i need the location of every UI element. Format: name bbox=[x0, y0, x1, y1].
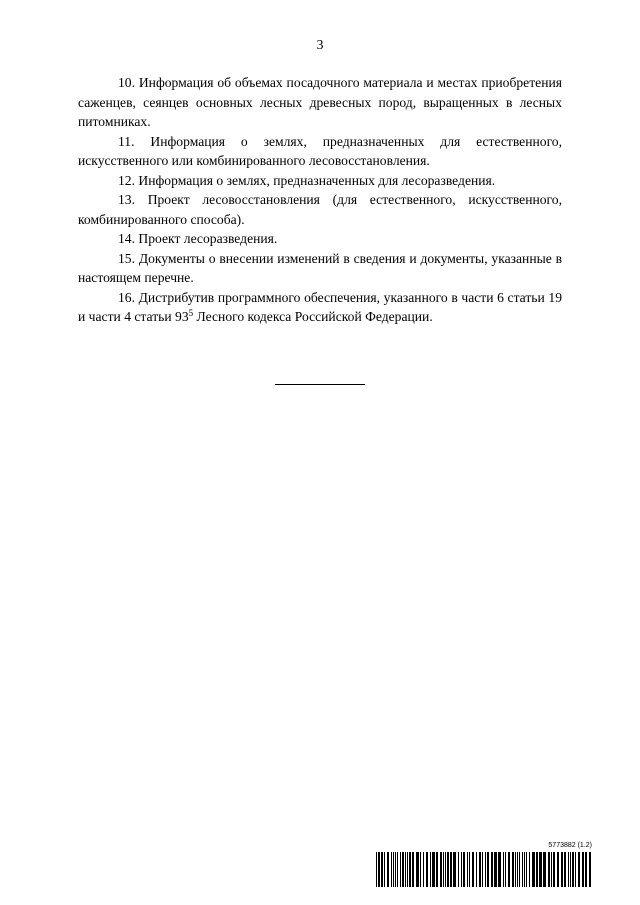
barcode-bar bbox=[387, 852, 389, 887]
barcode-bar bbox=[407, 852, 408, 887]
barcode-bar bbox=[503, 852, 504, 887]
item-number: 12. bbox=[118, 172, 135, 188]
barcode-bar bbox=[400, 852, 401, 887]
barcode-bar bbox=[423, 852, 424, 887]
barcode-caption: 5773882 (1.2) bbox=[548, 842, 592, 849]
barcode-bar bbox=[420, 852, 421, 887]
barcode-bar bbox=[539, 852, 542, 887]
barcode-bar bbox=[505, 852, 506, 887]
barcode-bar bbox=[532, 852, 535, 887]
barcode-bar bbox=[436, 852, 438, 887]
barcode-bar bbox=[393, 852, 394, 887]
item-number: 16. bbox=[118, 289, 135, 305]
barcode-bar bbox=[378, 852, 380, 887]
end-divider bbox=[275, 384, 365, 385]
barcode-bar bbox=[570, 852, 571, 887]
barcode-bar bbox=[582, 852, 584, 887]
barcode-bar bbox=[498, 852, 501, 887]
barcode-bar bbox=[402, 852, 404, 887]
barcode-bar bbox=[548, 852, 550, 887]
barcode-bar bbox=[515, 852, 516, 887]
barcode-bar bbox=[430, 852, 431, 887]
barcode-bar bbox=[494, 852, 497, 887]
list-item-13 bbox=[78, 190, 562, 229]
barcode-bar bbox=[526, 852, 527, 887]
barcode-bar bbox=[482, 852, 483, 887]
barcode-bar bbox=[575, 852, 576, 887]
item-number: 14. bbox=[118, 231, 135, 246]
barcode-bar bbox=[551, 852, 552, 887]
list-item-16 bbox=[78, 288, 562, 327]
item-text: Дистрибутив программного обеспечения, указанного в части 6 статьи 19 и части 4 статьи 93 bbox=[78, 289, 562, 324]
item-number: 11. bbox=[118, 133, 135, 149]
barcode-bar bbox=[485, 852, 486, 887]
barcode-bar bbox=[561, 852, 563, 887]
barcode-bar bbox=[412, 852, 414, 887]
barcode-bar bbox=[445, 852, 446, 887]
item-number: 15. bbox=[118, 250, 135, 266]
barcode-bar bbox=[524, 852, 525, 887]
item-number: 13. bbox=[118, 192, 135, 207]
list-item-14 bbox=[78, 229, 562, 249]
barcode-bar bbox=[426, 852, 428, 887]
barcode-bar bbox=[519, 852, 520, 887]
barcode-bar bbox=[450, 852, 452, 887]
barcode-icon bbox=[376, 852, 592, 887]
item-text: Информация о землях, предназначенных для естественного, искусственного или комбинированного лесовосстановления. bbox=[78, 133, 562, 168]
barcode-bar bbox=[585, 852, 587, 887]
page-number: 3 bbox=[316, 38, 324, 53]
barcode-bar bbox=[405, 852, 406, 887]
list-item-12 bbox=[78, 171, 562, 191]
barcode-bar bbox=[557, 852, 559, 887]
barcode-bar bbox=[381, 852, 383, 887]
barcode-bar bbox=[472, 852, 474, 887]
barcode-bar bbox=[553, 852, 555, 887]
barcode-bar bbox=[564, 852, 566, 887]
item-text: Информация об объемах посадочного материала и местах приобретения саженцев, сеянцев основных лесных древесных пород, выращенных в лесных питомниках. bbox=[78, 75, 562, 129]
item-text: Проект лесовосстановления (для естественного, искусственного, комбинированного способа). bbox=[78, 192, 562, 227]
barcode-bar bbox=[384, 852, 385, 887]
barcode-bar bbox=[447, 852, 449, 887]
superscript: 5 bbox=[188, 308, 194, 318]
barcode-bar bbox=[391, 852, 392, 887]
barcode-bar bbox=[463, 852, 465, 887]
barcode-bar bbox=[416, 852, 419, 887]
barcode-bar bbox=[491, 852, 493, 887]
barcode-bar bbox=[467, 852, 468, 887]
barcode-bar bbox=[479, 852, 481, 887]
barcode-block bbox=[376, 842, 592, 887]
list-item-15 bbox=[78, 249, 562, 288]
document-body bbox=[78, 73, 562, 327]
barcode-bar bbox=[529, 852, 530, 887]
barcode-bar bbox=[476, 852, 477, 887]
barcode-bar bbox=[469, 852, 470, 887]
barcode-bar bbox=[409, 852, 411, 887]
barcode-bar bbox=[461, 852, 462, 887]
list-item-10 bbox=[78, 73, 562, 132]
barcode-bar bbox=[458, 852, 459, 887]
item-text: Документы о внесении изменений в сведения и документы, указанные в настоящем перечне. bbox=[78, 250, 562, 285]
barcode-bar bbox=[487, 852, 489, 887]
barcode-bar bbox=[568, 852, 569, 887]
item-text: Информация о землях, предназначенных для лесоразведения. bbox=[138, 172, 496, 188]
barcode-bar bbox=[589, 852, 591, 887]
barcode-bar bbox=[376, 852, 377, 887]
barcode-bar bbox=[543, 852, 546, 887]
barcode-bar bbox=[572, 852, 574, 887]
barcode-bar bbox=[432, 852, 435, 887]
barcode-bar bbox=[508, 852, 510, 887]
barcode-bar bbox=[443, 852, 444, 887]
item-text-end: Лесного кодекса Российской Федерации. bbox=[193, 309, 433, 324]
barcode-bar bbox=[536, 852, 538, 887]
barcode-bar bbox=[395, 852, 396, 887]
barcode-bar bbox=[440, 852, 442, 887]
barcode-bar bbox=[578, 852, 580, 887]
barcode-bar bbox=[512, 852, 514, 887]
item-text: Проект лесоразведения. bbox=[138, 231, 278, 246]
barcode-bar bbox=[453, 852, 456, 887]
barcode-bar bbox=[522, 852, 523, 887]
barcode-bar bbox=[397, 852, 398, 887]
item-number: 10. bbox=[118, 75, 135, 90]
barcode-bar bbox=[517, 852, 518, 887]
list-item-11 bbox=[78, 132, 562, 171]
